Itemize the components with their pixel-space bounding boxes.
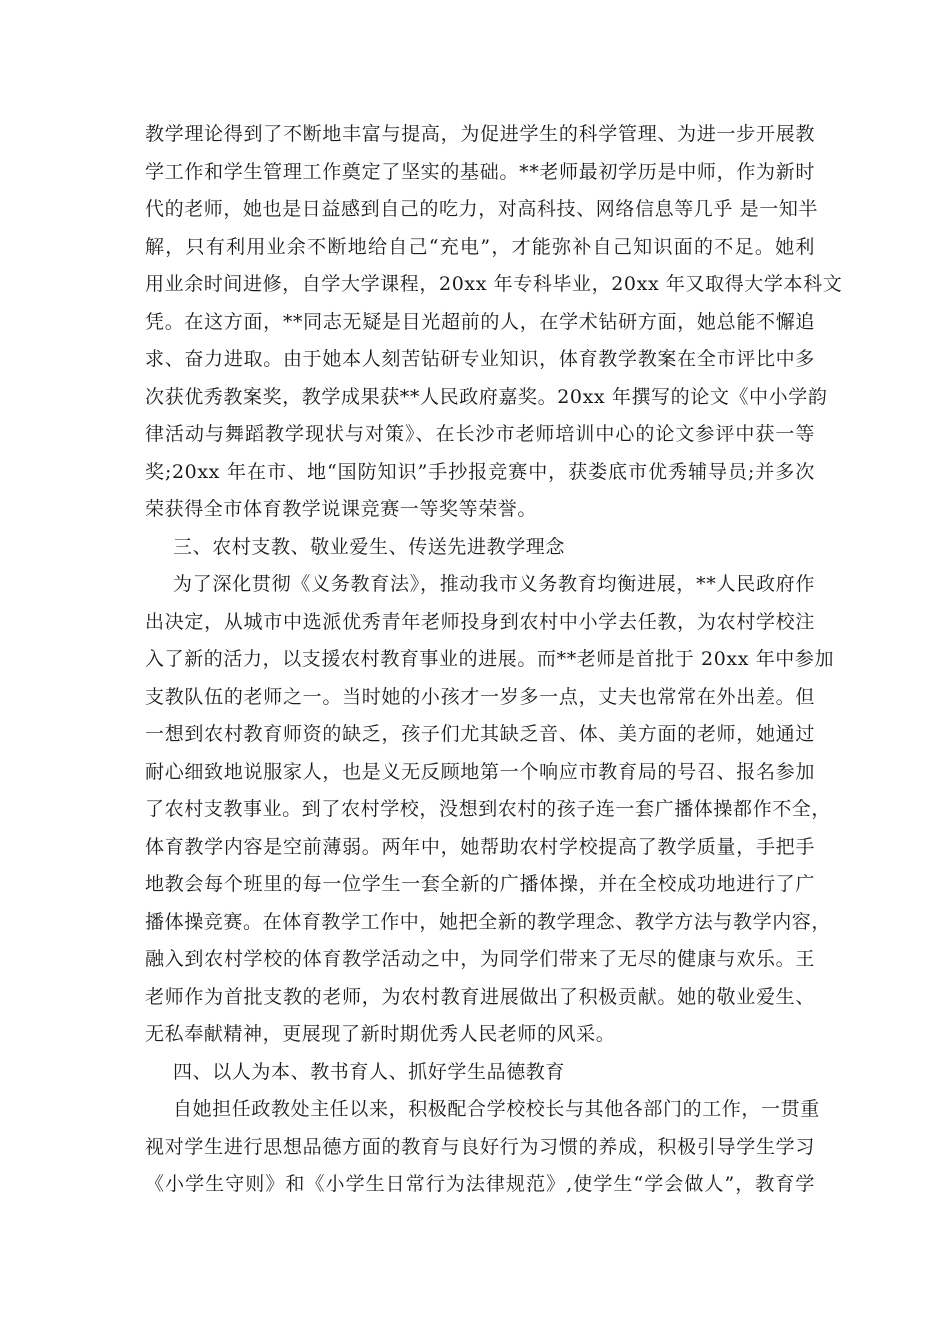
text-line: 荣获得全市体育教学说课竞赛一等奖等荣誉。 [145,498,538,520]
text-line: 奖;20xx 年在市、地“国防知识”手抄报竞赛中，获娄底市优秀辅导员;并多次 [145,460,815,483]
text-line: 凭。在这方面，**同志无疑是目光超前的人，在学术钻研方面，她总能不懈追 [145,310,815,333]
body-text [145,116,843,1204]
text-line: 了农村支教事业。到了农村学校，没想到农村的孩子连一套广播体操都作不全， [145,798,832,820]
text-line: 出决定，从城市中选派优秀青年老师投身到农村中小学去任教，为农村学校注 [145,610,815,633]
text-line: 《小学生守则》和《小学生日常行为法律规范》,使学生“学会做人”，教育学 [145,1173,815,1195]
text-line: 一想到农村教育师资的缺乏，孩子们尤其缺乏音、体、美方面的老师，她通过 [145,723,815,745]
section-heading-3: 三、农村支教、敬业爱生、传送先进教学理念 [173,535,566,558]
text-line: 支教队伍的老师之一。当时她的小孩才一岁多一点，丈夫也常常在外出差。但 [145,685,815,708]
text-line: 学工作和学生管理工作奠定了坚实的基础。**老师最初学历是中师，作为新时 [145,160,815,183]
text-line: 视对学生进行思想品德方面的教育与良好行为习惯的养成，积极引导学生学习 [145,1135,815,1158]
section-heading-4: 四、以人为本、教书育人、抓好学生品德教育 [173,1060,566,1083]
text-line: 无私奉献精神，更展现了新时期优秀人民老师的风采。 [145,1023,616,1045]
paragraph-first-line: 为了深化贯彻《义务教育法》，推动我市义务教育均衡进展，**人民政府作 [173,573,815,595]
text-line: 用业余时间进修，自学大学课程，20xx 年专科毕业，20xx 年又取得大学本科文 [145,273,843,295]
text-line: 融入到农村学校的体育教学活动之中，为同学们带来了无尽的健康与欢乐。王 [145,948,815,970]
text-line: 播体操竞赛。在体育教学工作中，她把全新的教学理念、教学方法与教学内容， [145,910,832,933]
text-line: 教学理论得到了不断地丰富与提高，为促进学生的科学管理、为进一步开展教 [145,123,815,145]
text-line: 地教会每个班里的每一位学生一套全新的广播体操，并在全校成功地进行了广 [145,873,815,895]
text-line: 入了新的活力，以支援农村教育事业的进展。而**老师是首批于 20xx 年中参加 [145,648,835,670]
text-line: 求、奋力进取。由于她本人刻苦钻研专业知识，体育教学教案在全市评比中多 [145,348,815,370]
text-line: 律活动与舞蹈教学现状与对策》、在长沙市老师培训中心的论文参评中获一等 [145,423,815,445]
text-line: 代的老师，她也是日益感到自己的吃力，对高科技、网络信息等几乎 是一知半 [145,198,819,220]
text-line: 耐心细致地说服家人，也是义无反顾地第一个响应市教育局的号召、报名参加 [145,760,815,783]
text-line: 次获优秀教案奖，教学成果获**人民政府嘉奖。20xx 年撰写的论文《中小学韵 [145,385,828,408]
text-line: 体育教学内容是空前薄弱。两年中，她帮助农村学校提高了教学质量，手把手 [145,835,815,858]
paragraph-first-line: 自她担任政教处主任以来，积极配合学校校长与其他各部门的工作，一贯重 [173,1098,820,1120]
text-line: 老师作为首批支教的老师，为农村教育进展做出了积极贡献。她的敬业爱生、 [145,985,815,1008]
text-line: 解，只有利用业余不断地给自己“充电”，才能弥补自己知识面的不足。她利 [145,235,815,258]
